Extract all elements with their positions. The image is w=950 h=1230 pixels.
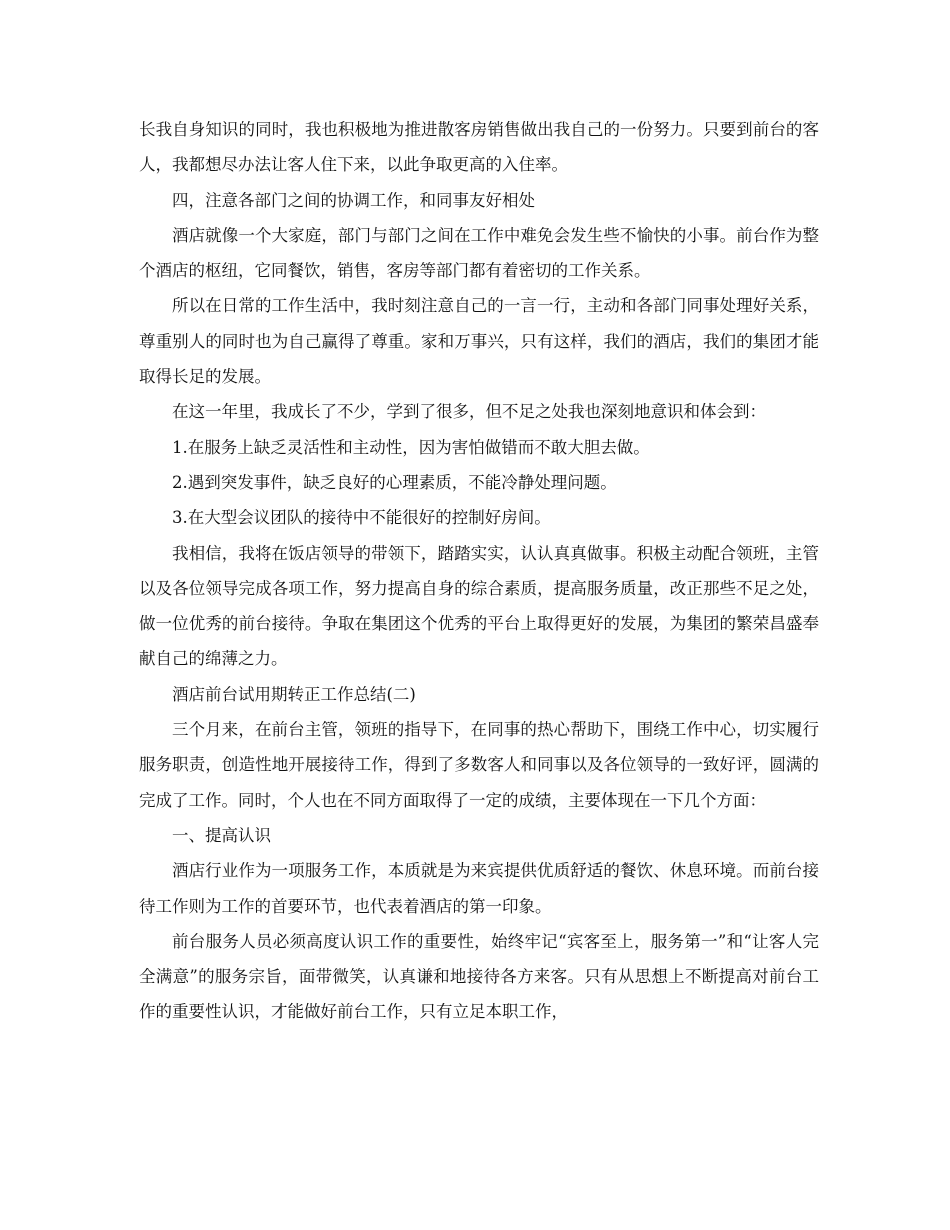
list-item-3: 3.在大型会议团队的接待中不能很好的控制好房间。	[172, 508, 551, 528]
paragraph-11: 三个月来，在前台主管，领班的指导下，在同事的热心帮助下，围绕工作中心，切实履行服务职责，创造性地开展接待工作，得到了多数客人和同事以及各位领导的一致好评，圆满的完成了工作。同时，个人也在不同方面取得了一定的成绩，主要体现在一下几个方面：	[139, 720, 819, 810]
paragraph-1: 长我自身知识的同时，我也积极地为推进散客房销售做出我自己的一份努力。只要到前台的客人，我都想尽办法让客人住下来，以此争取更高的入住率。	[139, 120, 819, 175]
paragraph-9: 我相信，我将在饭店领导的带领下，踏踏实实，认认真真做事。积极主动配合领班，主管以及各位领导完成各项工作，努力提高自身的综合素质，提高服务质量，改正那些不足之处，做一位优秀的前台接待。争取在集团这个优秀的平台上取得更好的发展，为集团的繁荣昌盛奉献自己的绵薄之力。	[139, 543, 819, 669]
paragraph-13: 酒店行业作为一项服务工作，本质就是为来宾提供优质舒适的餐饮、休息环境。而前台接待工作则为工作的首要环节，也代表着酒店的第一印象。	[139, 861, 819, 916]
paragraph-4: 所以在日常的工作生活中，我时刻注意自己的一言一行，主动和各部门同事处理好关系，尊重别人的同时也为自己赢得了尊重。家和万事兴，只有这样，我们的酒店，我们的集团才能取得长足的发展。	[139, 296, 819, 387]
paragraph-14: 前台服务人员必须高度认识工作的重要性，始终牢记“宾客至上，服务第一”和“让客人完全满意”的服务宗旨，面带微笑，认真谦和地接待各方来客。只有从思想上不断提高对前台工作的重要性认识，才能做好前台工作，只有立足本职工作，	[139, 931, 819, 1022]
paragraph-3: 酒店就像一个大家庭，部门与部门之间在工作中难免会发生些不愉快的小事。前台作为整个酒店的枢纽，它同餐饮，销售，客房等部门都有着密切的工作关系。	[139, 225, 819, 281]
section-heading-1: 一、提高认识	[172, 825, 271, 845]
paragraph-5: 在这一年里，我成长了不少，学到了很多，但不足之处我也深刻地意识和体会到：	[172, 402, 766, 422]
section-heading-4: 四，注意各部门之间的协调工作，和同事友好相处	[172, 190, 535, 210]
section-title-2: 酒店前台试用期转正工作总结(二)	[172, 684, 416, 704]
list-item-1: 1.在服务上缺乏灵活性和主动性，因为害怕做错而不敢大胆去做。	[172, 437, 650, 457]
document-body	[139, 112, 819, 1030]
list-item-2: 2.遇到突发事件，缺乏良好的心理素质，不能冷静处理问题。	[172, 472, 617, 492]
